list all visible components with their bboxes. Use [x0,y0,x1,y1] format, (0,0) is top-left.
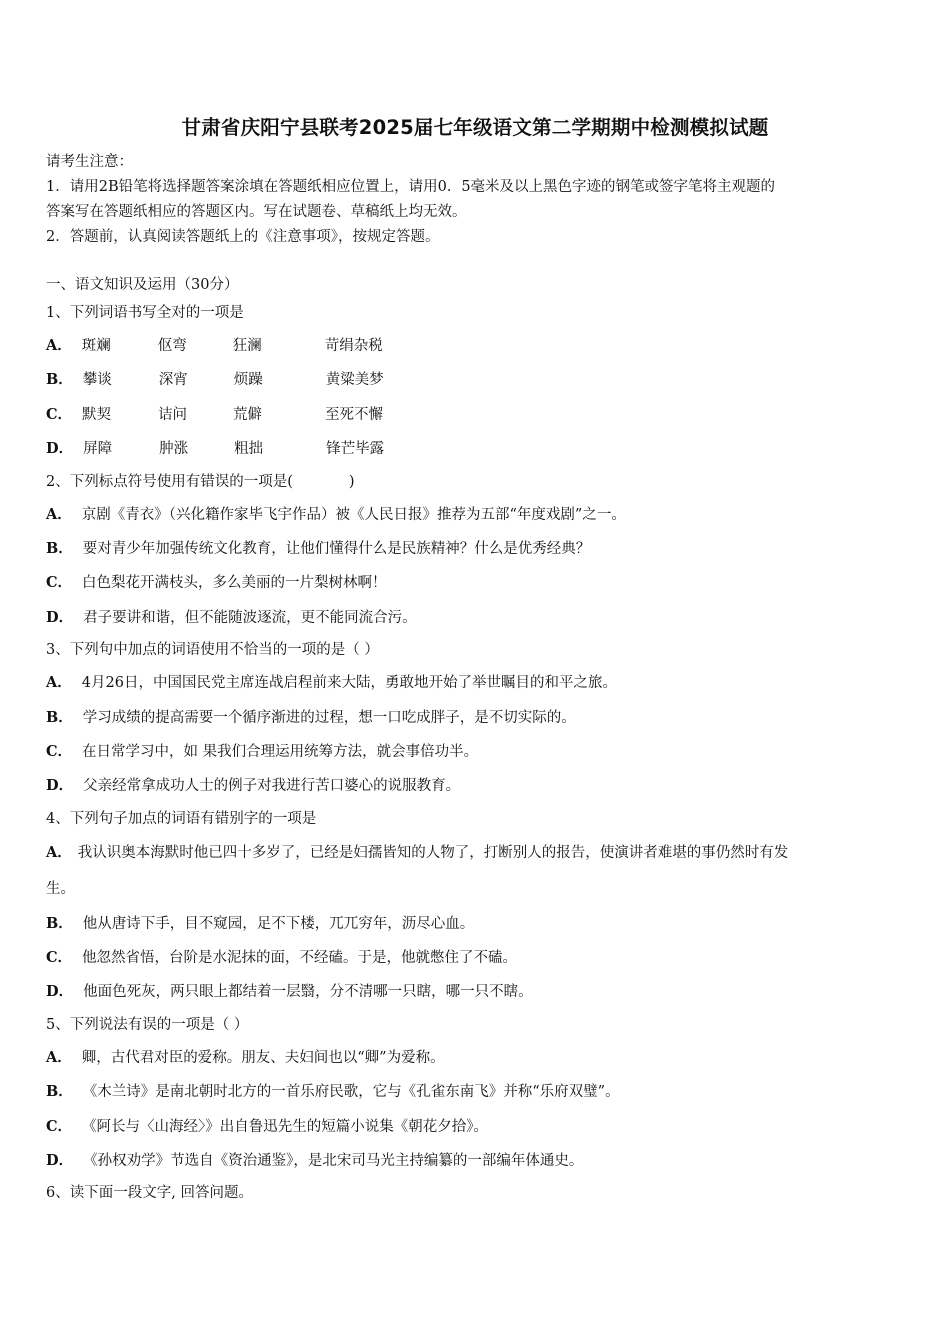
option-text: 卿，古代君对臣的爱称。朋友、夫妇间也以“卿”为爱称。 [81,1049,445,1066]
option-letter: D． [46,983,74,1001]
q3-option-a [46,666,906,700]
word: 粗拙 [234,441,264,458]
option-letter: A． [46,1048,72,1066]
word: 攀谈 [82,372,112,389]
option-letter: B． [46,371,73,389]
q1-option-b [46,363,906,397]
option-text-line-2: 生。 [46,880,75,897]
question-6-stem: 6、读下面一段文字, 回答问题。 [46,1185,253,1202]
word: 荒僻 [233,406,263,423]
word: 黄粱美梦 [325,372,384,389]
q3-option-b [46,701,906,735]
word: 深宵 [158,372,188,389]
option-text: 他从唐诗下手，目不窥园，足不下楼，兀兀穷年，沥尽心血。 [82,915,475,932]
notice-heading: 请考生注意： [46,154,133,170]
q5-option-d [46,1144,906,1178]
option-text: 京剧《青衣》（兴化籍作家毕飞宇作品）被《人民日报》推荐为五部“年度戏剧”之一。 [81,506,626,523]
option-letter: D． [46,1152,74,1170]
question-3-stem: 3、下列句中加点的词语使用不恰当的一项的是（ ） [46,642,379,659]
q2-option-a [46,498,906,532]
option-text: 《阿长与〈山海经〉》出自鲁迅先生的短篇小说集《朝花夕拾》。 [82,1118,489,1135]
notice-block [46,150,906,250]
q1-option-d [46,432,906,466]
option-letter: A． [46,843,72,861]
option-letter: D． [46,440,74,458]
option-text: 父亲经常拿成功人士的例子对我进行苦口婆心的说服教育。 [83,778,461,795]
question-5-stem: 5、下列说法有误的一项是（ ） [46,1016,249,1033]
notice-line-1a: 1．请用2B铅笔将选择题答案涂填在答题纸相应位置上，请用0．5毫米及以上黑色字迹的钢笔或签字笔将主观题的 [46,179,776,195]
option-letter: C． [46,949,73,967]
option-letter: C． [46,742,73,760]
option-letter: A． [46,674,72,692]
option-letter: B． [46,539,73,557]
option-text: 《木兰诗》是南北朝时北方的一首乐府民歌，它与《孔雀东南飞》并称“乐府双璧”。 [82,1084,620,1101]
word: 默契 [82,406,112,423]
notice-line-1b: 答案写在答题纸相应的答题区内。写在试题卷、草稿纸上均无效。 [46,204,467,220]
option-letter: B． [46,708,73,726]
option-letter: C． [46,405,73,423]
q4-option-a [46,835,906,907]
word: 烦躁 [233,372,263,389]
question-2-stem [46,467,906,498]
q1-option-a [46,329,906,363]
word: 锋芒毕露 [326,441,385,458]
question-1-stem: 1、下列词语书写全对的一项是 [46,305,244,321]
q5-option-b [46,1075,906,1109]
option-letter: A． [46,337,72,354]
q2-option-d [46,601,906,635]
option-letter: C． [46,1117,73,1135]
question-4-stem: 4、下列句子加点的词语有错别字的一项是 [46,810,317,827]
option-text: 学习成绩的提高需要一个循序渐进的过程，想一口吃成胖子，是不切实际的。 [82,709,576,726]
word: 屏障 [83,441,113,458]
option-text: 君子要讲和谐，但不能随波逐流，更不能同流合污。 [83,609,417,626]
option-letter: C． [46,574,73,592]
word: 伛弯 [157,338,187,354]
q1-option-c [46,398,906,432]
q5-option-c [46,1110,906,1144]
q4-option-b [46,907,906,941]
option-text: 他面色死灰，两只眼上都结着一层翳，分不清哪一只瞎，哪一只不瞎。 [83,984,533,1001]
q2-stem-end: ) [348,473,355,490]
q2-option-c [46,566,906,600]
questions-body [46,272,906,1209]
notice-line-2: 2．答题前，认真阅读答题纸上的《注意事项》，按规定答题。 [46,229,440,245]
q3-option-d [46,769,906,803]
q5-option-a [46,1041,906,1075]
q2-stem-text: 2、下列标点符号使用有错误的一项是( [46,473,293,490]
option-text: 白色梨花开满枝头，多么美丽的一片梨树林啊！ [82,575,387,592]
option-text: 他忽然省悟，台阶是水泥抹的面，不经磕。于是，他就憋住了不磕。 [82,950,518,967]
option-text-line-1: 我认识奥本海默时他已四十多岁了，已经是妇孺皆知的人物了，打断别人的报告，使演讲者难堪的事仍然时有发 [77,844,789,861]
section-heading: 一、语文知识及运用（30分） [46,277,239,293]
option-text: 4月26日，中国国民党主席连战启程前来大陆，勇敢地开始了举世瞩目的和平之旅。 [81,675,617,692]
q2-option-b [46,532,906,566]
option-letter: B． [46,914,73,932]
exam-title: 甘肃省庆阳宁县联考2025届七年级语文第二学期期中检测模拟试题 [181,116,769,139]
option-letter: D． [46,608,74,626]
option-text: 《孙权劝学》节选自《资治通鉴》，是北宋司马光主持编纂的一部编年体通史。 [83,1153,584,1170]
q4-option-d [46,975,906,1009]
word: 苛绢杂税 [324,338,383,354]
word: 诘问 [158,406,188,423]
word: 狂澜 [232,338,262,354]
q4-option-c [46,941,906,975]
word: 至死不懈 [325,406,384,423]
option-text: 要对青少年加强传统文化教育，让他们懂得什么是民族精神？什么是优秀经典？ [82,540,591,557]
option-text: 在日常学习中，如 果我们合理运用统筹方法，就会事倍功半。 [82,743,479,760]
option-letter: B． [46,1083,73,1101]
option-letter: A． [46,505,72,523]
word: 斑斓 [81,338,111,354]
word: 肿涨 [159,441,189,458]
option-letter: D． [46,777,74,795]
q3-option-c [46,735,906,769]
